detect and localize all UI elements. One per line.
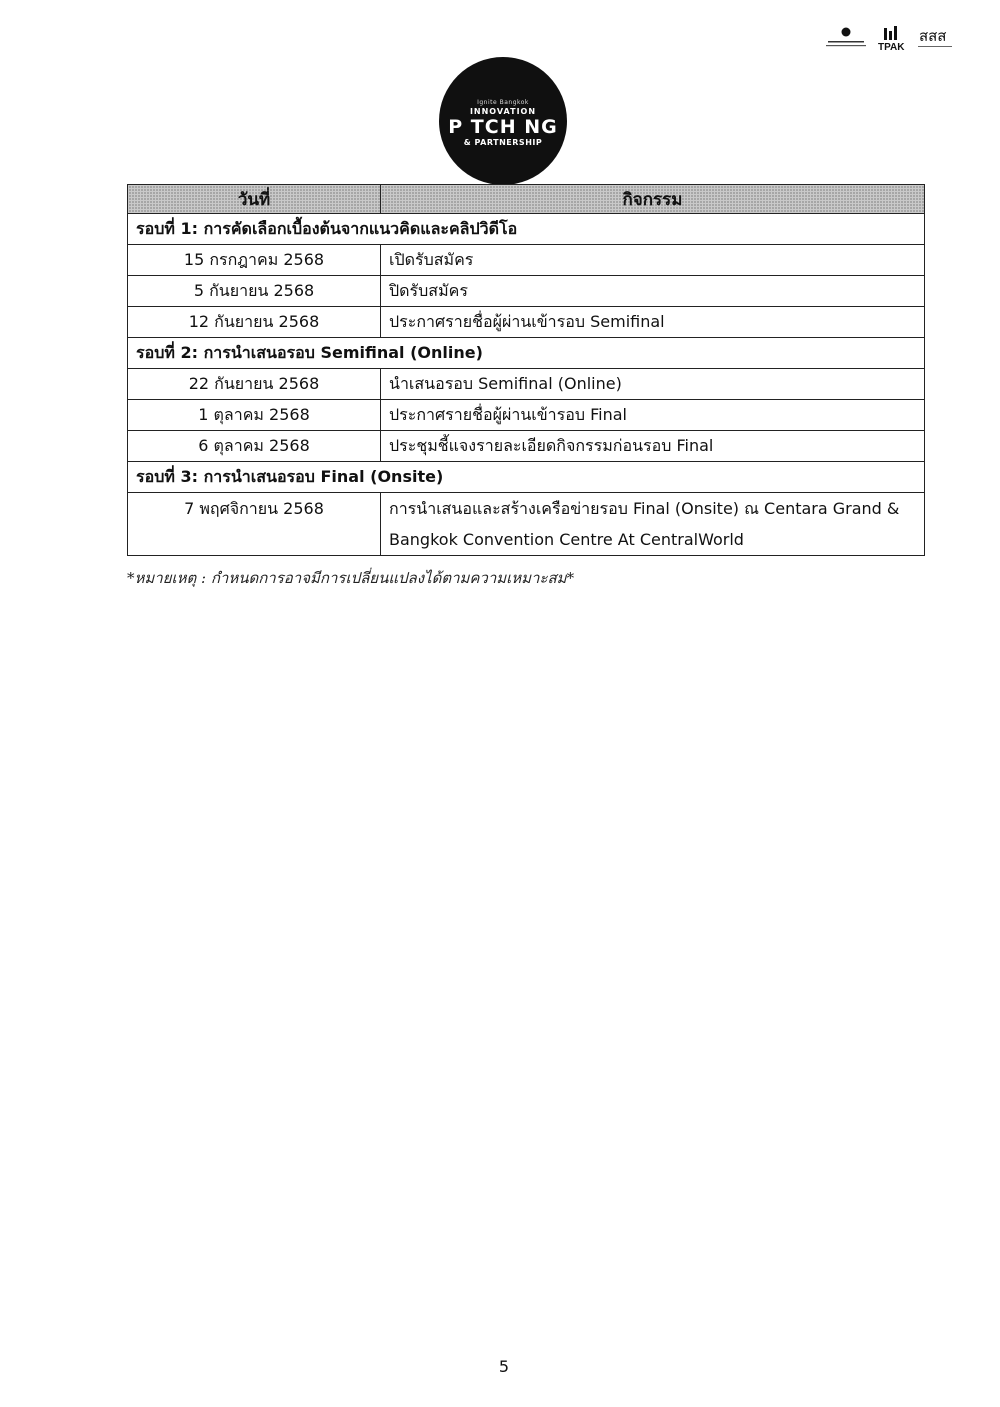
event-logo-kicker: Ignite Bangkok: [477, 99, 529, 106]
round-title: รอบที่ 3: การนำเสนอรอบ Final (Onsite): [128, 462, 925, 493]
table-row: [128, 307, 925, 338]
partner-logos: [822, 24, 962, 58]
row-activity: ประกาศรายชื่อผู้ผ่านเข้ารอบ Semifinal: [381, 307, 925, 338]
table-row: [128, 431, 925, 462]
event-logo: [439, 57, 567, 185]
row-date: 15 กรกฎาคม 2568: [128, 245, 381, 276]
row-activity: นำเสนอรอบ Semifinal (Online): [381, 369, 925, 400]
partner-logo-group: [822, 24, 962, 58]
row-date: 5 กันยายน 2568: [128, 276, 381, 307]
table-row: [128, 245, 925, 276]
sss-logo-text: สสส: [919, 27, 947, 45]
row-date: 22 กันยายน 2568: [128, 369, 381, 400]
schedule-table: [127, 184, 925, 556]
row-activity: ประกาศรายชื่อผู้ผ่านเข้ารอบ Final: [381, 400, 925, 431]
table-row: [128, 276, 925, 307]
round-title: รอบที่ 1: การคัดเลือกเบื้องต้นจากแนวคิดและคลิปวิดีโอ: [128, 214, 925, 245]
row-activity: การนำเสนอและสร้างเครือข่ายรอบ Final (Onsite) ณ Centara Grand & Bangkok Convention Centre At CentralWorld: [381, 493, 925, 556]
page-number: 5: [498, 1357, 510, 1376]
round-row: [128, 214, 925, 245]
round-title: รอบที่ 2: การนำเสนอรอบ Semifinal (Online): [128, 338, 925, 369]
sss-logo-tagline-icon: [918, 46, 952, 47]
row-date: 1 ตุลาคม 2568: [128, 400, 381, 431]
university-logo-icon: [826, 28, 866, 47]
row-activity: เปิดรับสมัคร: [381, 245, 925, 276]
header-activity: กิจกรรม: [381, 185, 925, 214]
header-date: วันที่: [128, 185, 381, 214]
row-date: 6 ตุลาคม 2568: [128, 431, 381, 462]
tpak-logo-icon: [884, 26, 897, 40]
event-logo-line1: INNOVATION: [469, 107, 537, 116]
tpak-logo-text: TPAK: [878, 42, 905, 53]
row-activity: ปิดรับสมัคร: [381, 276, 925, 307]
event-logo-line3: & PARTNERSHIP: [463, 138, 543, 147]
row-activity: ประชุมชี้แจงรายละเอียดกิจกรรมก่อนรอบ Final: [381, 431, 925, 462]
table-header-row: [128, 185, 925, 214]
row-date: 7 พฤศจิกายน 2568: [128, 493, 381, 556]
table-row: [128, 400, 925, 431]
schedule-remark: *หมายเหตุ : กำหนดการอาจมีการเปลี่ยนแปลงได้ตามความเหมาะสม*: [127, 569, 575, 587]
row-date: 12 กันยายน 2568: [128, 307, 381, 338]
event-logo-line2: P TCH NG: [448, 116, 558, 138]
table-row: [128, 493, 925, 556]
table-row: [128, 369, 925, 400]
round-row: [128, 338, 925, 369]
round-row: [128, 462, 925, 493]
